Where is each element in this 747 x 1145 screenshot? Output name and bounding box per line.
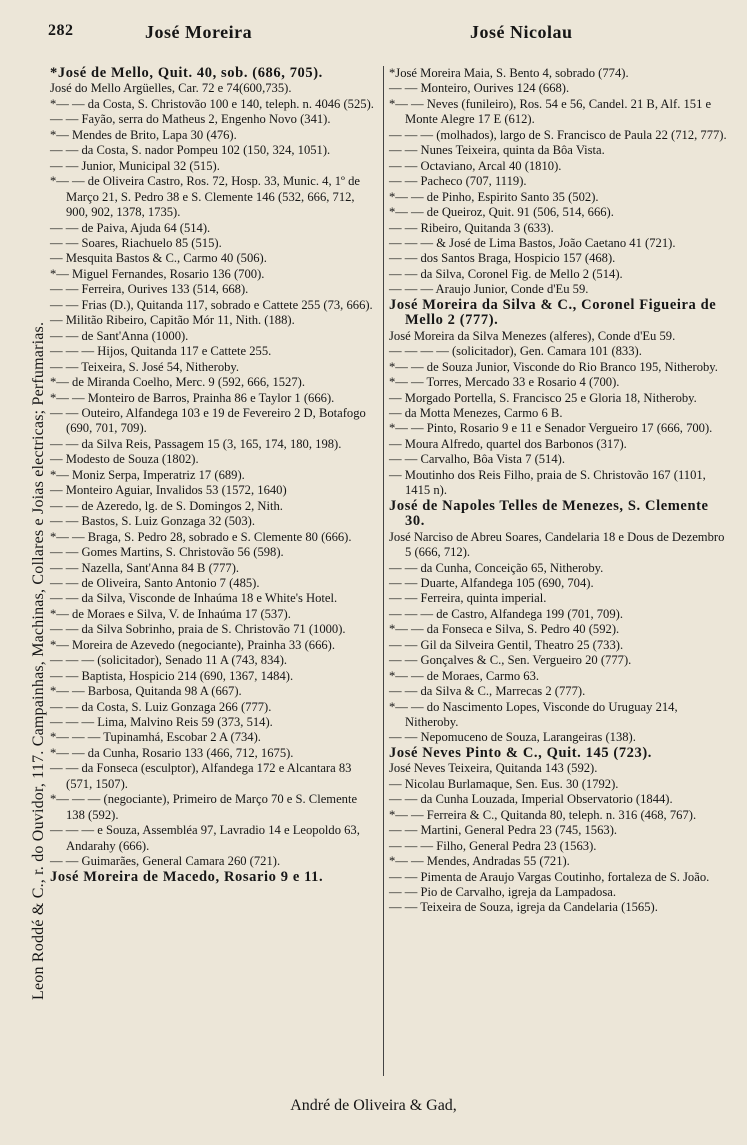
directory-entry: — — Gil da Silveira Gentil, Theatro 25 (733).	[389, 637, 624, 652]
directory-entry: *— — — Tupinamhá, Escobar 2 A (734).	[50, 730, 261, 745]
directory-entry: — — — Filho, General Pedra 23 (1563).	[389, 838, 597, 853]
directory-entry: — — Pio de Carvalho, igreja da Lampadosa.	[389, 885, 616, 900]
directory-entry: — — — e Souza, Assembléa 97, Lavradio 14 e Leopoldo 63, Andarahy (666).	[50, 823, 360, 853]
directory-entry: *— de Moraes e Silva, V. de Inhaúma 17 (537).	[50, 606, 291, 621]
directory-entry: — Moura Alfredo, quartel dos Barbonos (317).	[389, 436, 627, 451]
left-column	[50, 66, 378, 885]
directory-entry: — — Octaviano, Arcal 40 (1810).	[389, 158, 562, 173]
directory-entry: — — — (molhados), largo de S. Francisco de Paula 22 (712, 777).	[389, 127, 727, 142]
directory-entry: — — Nazella, Sant'Anna 84 B (777).	[50, 560, 240, 575]
directory-entry: — Nicolau Burlamaque, Sen. Eus. 30 (1792).	[389, 776, 619, 791]
directory-entry: *— — de Moraes, Carmo 63.	[389, 668, 540, 683]
right-column	[389, 66, 729, 916]
directory-entry: *— — de Pinho, Espirito Santo 35 (502).	[389, 189, 599, 204]
directory-entry: — — de Azeredo, lg. de S. Domingos 2, Nith.	[50, 498, 283, 513]
directory-entry: — — Nunes Teixeira, quinta da Bôa Vista.	[389, 143, 605, 158]
directory-entry: — — Martini, General Pedra 23 (745, 1563).	[389, 823, 618, 838]
directory-entry: — — da Costa, S. Luiz Gonzaga 266 (777).	[50, 699, 272, 714]
directory-entry: *— — do Nascimento Lopes, Visconde do Uruguay 214, Nitheroby.	[389, 699, 678, 730]
directory-entry: — — Carvalho, Bôa Vista 7 (514).	[389, 452, 565, 467]
directory-entry: *— — da Fonseca e Silva, S. Pedro 40 (592).	[389, 622, 620, 637]
directory-entry: — — dos Santos Braga, Hospicio 157 (468).	[389, 251, 616, 266]
directory-entry: — — Pacheco (707, 1119).	[389, 174, 527, 189]
directory-entry: — — da Costa, S. nador Pompeu 102 (150, 324, 1051).	[50, 143, 331, 158]
directory-entry: — — Gonçalves & C., Sen. Vergueiro 20 (777).	[389, 653, 632, 668]
directory-entry: *— Moreira de Azevedo (negociante), Prainha 33 (666).	[50, 637, 336, 652]
directory-entry: — — — & José de Lima Bastos, João Caetano 41 (721).	[389, 235, 676, 250]
directory-entry: — da Motta Menezes, Carmo 6 B.	[389, 405, 563, 420]
directory-entry: — — da Cunha Louzada, Imperial Observatorio (1844).	[389, 792, 673, 807]
directory-entry: — — de Paiva, Ajuda 64 (514).	[50, 220, 211, 235]
directory-entry: — — — — (solicitador), Gen. Camara 101 (833).	[389, 344, 642, 359]
directory-entry: José do Mello Argüelles, Car. 72 e 74(600,735).	[50, 81, 292, 96]
directory-entry: — Modesto de Souza (1802).	[50, 452, 199, 467]
directory-entry: — — Junior, Municipal 32 (515).	[50, 158, 220, 173]
directory-entry: *— — da Costa, S. Christovão 100 e 140, teleph. n. 4046 (525).	[50, 96, 374, 111]
directory-entry: — Mesquita Bastos & C., Carmo 40 (506).	[50, 251, 267, 266]
directory-entry: *— Mendes de Brito, Lapa 30 (476).	[50, 127, 237, 142]
directory-entry: — — da Silva Reis, Passagem 15 (3, 165, 174, 180, 198).	[50, 436, 342, 451]
directory-entry: *— — Neves (funileiro), Ros. 54 e 56, Candel. 21 B, Alf. 151 e Monte Alegre 17 E (612).	[389, 96, 712, 127]
directory-entry: — — da Cunha, Conceição 65, Nitheroby.	[389, 560, 604, 575]
directory-entry: *— — Monteiro de Barros, Prainha 86 e Taylor 1 (666).	[50, 390, 335, 405]
directory-entry: — — Ferreira, quinta imperial.	[389, 591, 547, 606]
directory-entry: *— — — (negociante), Primeiro de Março 70 e S. Clemente 138 (592).	[50, 792, 358, 822]
directory-entry: — — — (solicitador), Senado 11 A (743, 834).	[50, 653, 288, 668]
directory-entry: — — Bastos, S. Luiz Gonzaga 32 (503).	[50, 514, 255, 529]
directory-entry: — — — de Castro, Alfandega 199 (701, 709).	[389, 606, 623, 621]
directory-entry: José Narciso de Abreu Soares, Candelaria 18 e Dous de Dezembro 5 (666, 712).	[389, 529, 725, 560]
directory-heading: *José de Mello, Quit. 40, sob. (686, 705).	[50, 65, 323, 81]
side-advertisement: Leon Roddé & C., r. do Ouvidor, 117. Campainhas, Machinas, Collares e Joias electricas; Perfumarias.	[30, 321, 47, 1000]
directory-entry: — — da Silva Sobrinho, praia de S. Christovão 71 (1000).	[50, 622, 346, 637]
directory-entry: — — da Silva & C., Marrecas 2 (777).	[389, 684, 586, 699]
directory-entry: — — da Silva, Visconde de Inhaúma 18 e White's Hotel.	[50, 591, 338, 606]
directory-entry: José Moreira da Silva Menezes (alferes), Conde d'Eu 59.	[389, 328, 676, 343]
directory-entry: — — Outeiro, Alfandega 103 e 19 de Fevereiro 2 D, Botafogo (690, 701, 709).	[50, 405, 366, 436]
directory-heading: José Neves Pinto & C., Quit. 145 (723).	[389, 744, 653, 761]
directory-entry: — — Duarte, Alfandega 105 (690, 704).	[389, 575, 594, 590]
directory-entry: *— — Barbosa, Quitanda 98 A (667).	[50, 684, 242, 699]
directory-entry: José Neves Teixeira, Quitanda 143 (592).	[389, 761, 598, 776]
column-divider	[383, 66, 384, 1076]
directory-entry: — Moutinho dos Reis Filho, praia de S. Christovão 167 (1101, 1415 n).	[389, 467, 706, 498]
directory-entry: *— — de Souza Junior, Visconde do Rio Branco 195, Nitheroby.	[389, 359, 718, 374]
directory-entry: *José Moreira Maia, S. Bento 4, sobrado (774).	[389, 66, 629, 80]
directory-entry: *— Moniz Serpa, Imperatriz 17 (689).	[50, 467, 245, 482]
directory-entry: — — Ferreira, Ourives 133 (514, 668).	[50, 282, 249, 297]
directory-entry: — — Gomes Martins, S. Christovão 56 (598).	[50, 545, 284, 560]
directory-entry: *— — Pinto, Rosario 9 e 11 e Senador Vergueiro 17 (666, 700).	[389, 421, 713, 436]
directory-entry: — — Baptista, Hospicio 214 (690, 1367, 1484).	[50, 668, 294, 683]
directory-entry: — — Monteiro, Ourives 124 (668).	[389, 81, 570, 96]
directory-heading: José Moreira de Macedo, Rosario 9 e 11.	[50, 868, 324, 885]
directory-heading: José Moreira da Silva & C., Coronel Figueira de Mello 2 (777).	[389, 296, 717, 329]
page-number: 282	[48, 22, 74, 39]
directory-entry: — — Teixeira, S. José 54, Nitheroby.	[50, 359, 240, 374]
directory-entry: — Militão Ribeiro, Capitão Mór 11, Nith. (188).	[50, 313, 295, 328]
left-running-header: José Moreira	[145, 22, 253, 42]
directory-entry: *— — de Queiroz, Quit. 91 (506, 514, 666).	[389, 205, 614, 220]
directory-entry: — Morgado Portella, S. Francisco 25 e Gloria 18, Nitheroby.	[389, 390, 697, 405]
directory-entry: — Monteiro Aguiar, Invalidos 53 (1572, 1640)	[50, 483, 287, 498]
directory-entry: — — Nepomuceno de Souza, Larangeiras (138).	[389, 730, 636, 745]
footer-advertisement: André de Oliveira & Gad,	[290, 1097, 457, 1114]
directory-entry: *— — Torres, Mercado 33 e Rosario 4 (700).	[389, 375, 620, 390]
directory-entry: — — Soares, Riachuelo 85 (515).	[50, 235, 222, 250]
right-running-header: José Nicolau	[470, 22, 573, 42]
directory-entry: *— — Braga, S. Pedro 28, sobrado e S. Clemente 80 (666).	[50, 529, 352, 544]
directory-entry: *— — Ferreira & C., Quitanda 80, teleph. n. 316 (468, 767).	[389, 807, 697, 822]
directory-entry: *— — Mendes, Andradas 55 (721).	[389, 854, 570, 869]
directory-entry: — — Teixeira de Souza, igreja da Candelaria (1565).	[389, 900, 658, 915]
directory-entry: — — de Oliveira, Santo Antonio 7 (485).	[50, 575, 260, 590]
directory-entry: — — — Araujo Junior, Conde d'Eu 59.	[389, 282, 589, 297]
directory-heading: José de Napoles Telles de Menezes, S. Clemente 30.	[389, 497, 709, 530]
directory-entry: *— — de Oliveira Castro, Ros. 72, Hosp. 33, Munic. 4, 1º de Março 21, S. Pedro 38 e S. Clemente 146 (532, 666, 712, 900, 902, 1378, 1735).	[50, 174, 360, 220]
directory-entry: — — da Fonseca (esculptor), Alfandega 172 e Alcantara 83 (571, 1507).	[50, 761, 352, 791]
directory-entry: *— de Miranda Coelho, Merc. 9 (592, 666, 1527).	[50, 375, 305, 390]
directory-entry: — — da Silva, Coronel Fig. de Mello 2 (514).	[389, 266, 623, 281]
directory-entry: — — — Hijos, Quitanda 117 e Cattete 255.	[50, 344, 272, 359]
directory-entry: — — Guimarães, General Camara 260 (721).	[50, 854, 281, 869]
directory-entry: — — Frias (D.), Quitanda 117, sobrado e Cattete 255 (73, 666).	[50, 297, 373, 312]
directory-entry: — — — Lima, Malvino Reis 59 (373, 514).	[50, 715, 273, 730]
directory-entry: — — Fayão, serra do Matheus 2, Engenho Novo (341).	[50, 112, 331, 127]
directory-entry: — — de Sant'Anna (1000).	[50, 328, 189, 343]
directory-entry: *— — da Cunha, Rosario 133 (466, 712, 1675).	[50, 745, 294, 760]
directory-entry: *— Miguel Fernandes, Rosario 136 (700).	[50, 266, 265, 281]
directory-entry: — — Ribeiro, Quitanda 3 (633).	[389, 220, 554, 235]
directory-entry: — — Pimenta de Araujo Vargas Coutinho, fortaleza de S. João.	[389, 869, 710, 884]
